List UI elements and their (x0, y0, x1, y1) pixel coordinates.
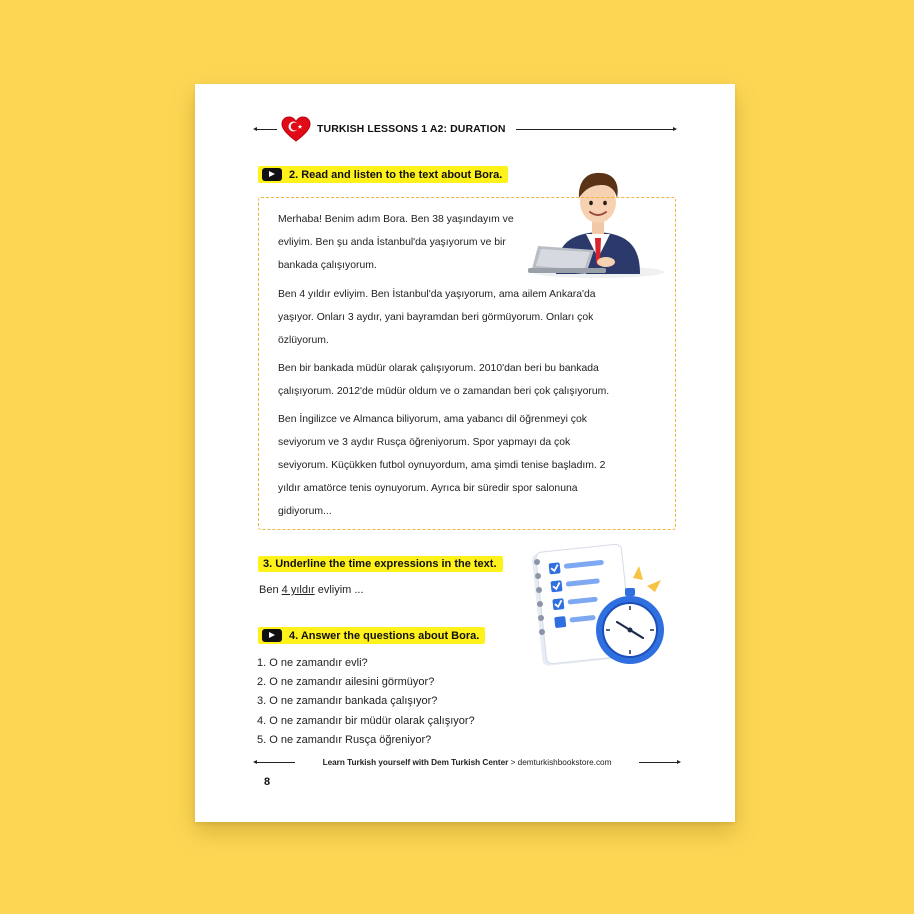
worksheet-page (195, 84, 735, 822)
reading-paragraph-2: Ben 4 yıldır evliyim. Ben İstanbul'da yaşıyorum, ama ailem Ankara'da yaşıyor. Onları 3 aydır, yani bayramdan beri görmüyorum. Onları çok özlüyorum. (278, 289, 596, 346)
page-footer (255, 756, 679, 768)
play-icon[interactable] (262, 629, 282, 642)
example-underlined-expression: 4 yıldır (281, 584, 315, 596)
checklist-clock-illustration (525, 544, 675, 674)
list-item: 5. O ne zamandır Rusça öğreniyor? (257, 733, 432, 746)
header-rule-left (255, 129, 277, 130)
header-rule-right (516, 129, 675, 130)
section-3-title: 3. Underline the time expressions in the text. (263, 558, 497, 570)
footer-rule-left (255, 762, 295, 763)
page-number: 8 (264, 776, 271, 788)
section-2-label (258, 166, 508, 183)
footer-text: Learn Turkish yourself with Dem Turkish Center > demturkishbookstore.com (322, 757, 612, 767)
section-4-label (258, 627, 485, 644)
list-item: 2. O ne zamandır ailesini görmüyor? (257, 676, 435, 689)
list-item: 4. O ne zamandır bir müdür olarak çalışıyor? (257, 714, 475, 727)
reading-paragraph-3: Ben bir bankada müdür olarak çalışıyorum. 2010'dan beri bu bankada çalışıyorum. 2012'de müdür oldum ve o zamandan beri çok çalışıyorum. (278, 363, 610, 397)
page-title: TURKISH LESSONS 1 A2: DURATION (317, 123, 506, 135)
reading-paragraph-1: Merhaba! Benim adım Bora. Ben 38 yaşındayım ve evliyim. Ben şu anda İstanbul'da yaşıyorum ve bir bankada çalışıyorum. (278, 214, 514, 271)
list-item: 3. O ne zamandır bankada çalışıyor? (257, 695, 438, 708)
question-list (257, 654, 475, 750)
section-3-label (258, 556, 503, 572)
play-icon[interactable] (262, 168, 282, 181)
example-sentence: Ben 4 yıldır evliyim ... (259, 584, 364, 596)
footer-rule-right (639, 762, 679, 763)
section-4-title: 4. Answer the questions about Bora. (289, 629, 480, 642)
turkish-flag-heart-icon (281, 116, 311, 142)
section-2-title: 2. Read and listen to the text about Bora. (289, 168, 503, 181)
list-item: 1. O ne zamandır evli? (257, 657, 368, 669)
reading-paragraph-4: Ben İngilizce ve Almanca biliyorum, ama yabancı dil öğrenmeyi çok seviyorum ve 3 aydır Rusça öğreniyorum. Spor yapmayı da çok seviyorum. Küçükken futbol oynuyordum, ama şimdi tenise başladım. 2 yıldır amatörce tenis oynuyorum. Ayrıca bir süredir spor salonuna gidiyorum... (278, 414, 606, 517)
reading-text-box (258, 197, 676, 530)
page-header (255, 118, 675, 140)
